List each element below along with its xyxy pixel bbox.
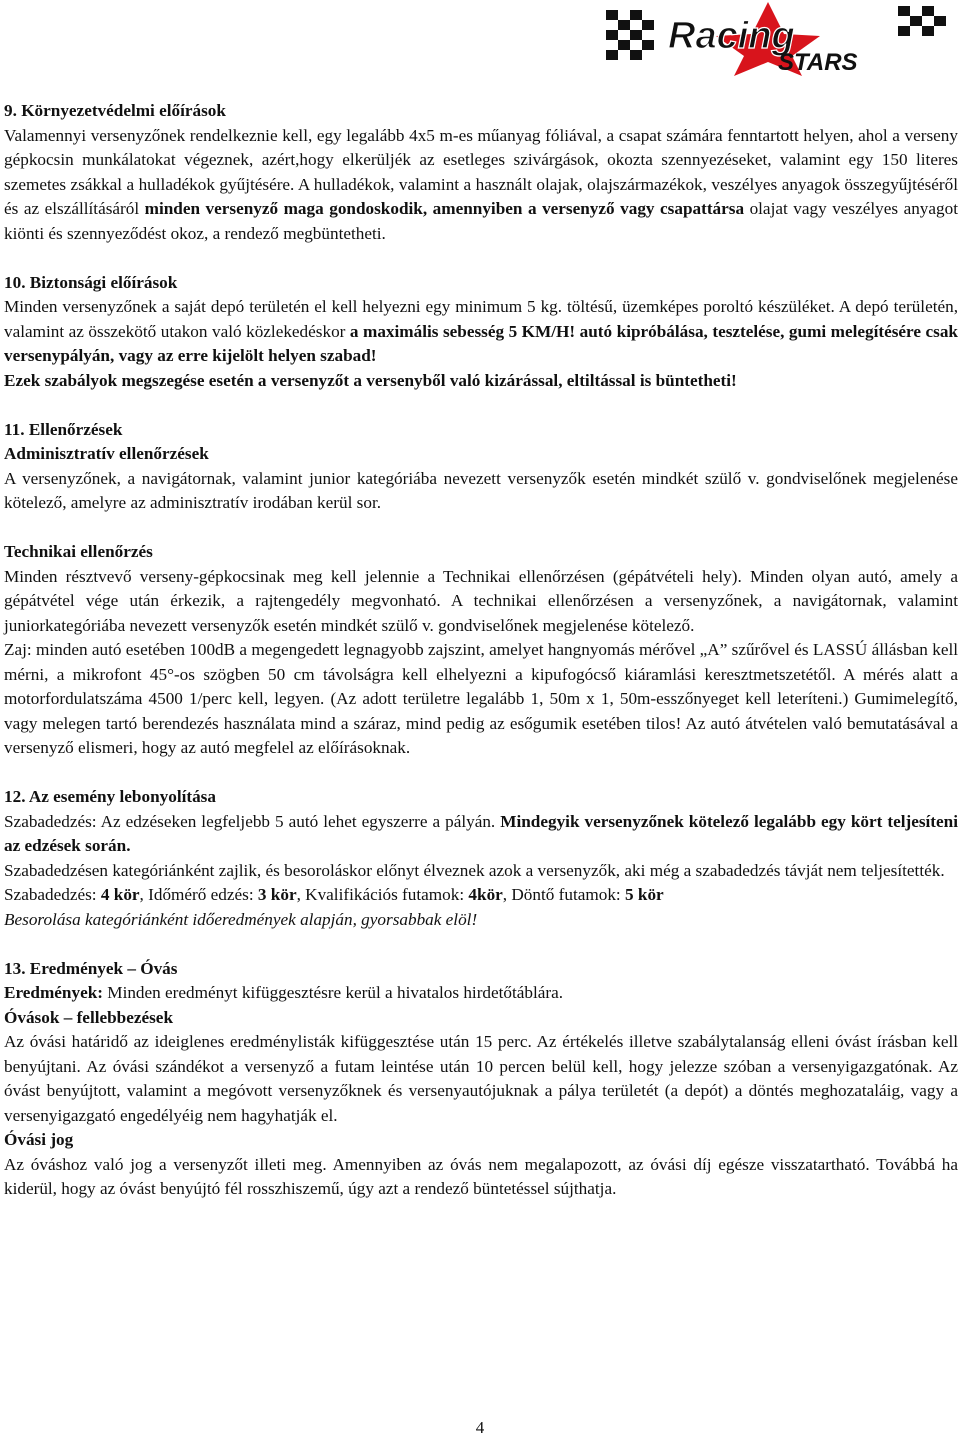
section-12-heading: 12. Az esemény lebonyolítása xyxy=(4,787,216,806)
logo-word-racing: Racing xyxy=(668,15,795,57)
section-12-practice-paragraph: Szabadedzés: Az edzéseken legfeljebb 5 autó lehet egyszerre a pályán. Mindegyik versenyzőnek kötelező legalább egy kört teljesíteni az edzések során. xyxy=(4,811,958,855)
section-10-paragraph: Minden versenyzőnek a saját depó területén el kell helyezni egy minimum 5 kg. töltésű, üzemképes poroltó készüléket. A depó területén, valamint az összekötő utakon való közlekedéskor a maximális sebesség 5 KM/H! autó kipróbálása, tesztelése, gumi melegítésére csak versenypályán, vagy az erre kijelölt helyen szabad! xyxy=(4,297,958,365)
section-13-subheading-protest-right: Óvási jog xyxy=(4,1130,74,1149)
document-body xyxy=(4,99,958,1202)
section-9-heading: 9. Környezetvédelmi előírások xyxy=(4,101,226,120)
section-11-subheading-admin: Adminisztratív ellenőrzések xyxy=(4,444,209,463)
section-13-results-line: Eredmények: Minden eredményt kifüggesztésre kerül a hivatalos hirdetőtáblára. xyxy=(4,983,564,1002)
section-13-heading: 13. Eredmények – Óvás xyxy=(4,958,178,978)
section-12-laps-line: Szabadedzés: 4 kör, Időmérő edzés: 3 kör, Kvalifikációs futamok: 4kör, Döntő futamok: 5 kör xyxy=(4,885,664,904)
section-13-protests-paragraph: Az óvási határidő az ideiglenes eredménylisták kifüggesztése után 15 perc. Az értékelés illetve szabálytalanság elleni óvást írásban kell benyújtani. Az óvási szándékot a versenyző a futam leintése után 10 percen belül kell, hogy jelezze szóban a versenyigazgatónak. Az óvást benyújtott, valamint a megóvott versenyzőknek és versenyautójuknak a pálya területét (a depót) a döntés meghozataláig, vagy a versenyigazgató engedélyéig nem hagyhatják el. xyxy=(4,1032,958,1125)
section-13-protest-right-paragraph: Az óváshoz való jog a versenyzőt illeti meg. Amennyiben az óvás nem megalapozott, az óvási díj egésze visszatartható. Továbbá ha kiderül, hogy az óvást benyújtó fél rosszhiszemű, úgy azt a rendező büntetéssel sújthatja. xyxy=(4,1154,958,1198)
section-11-admin-paragraph: A versenyzőnek, a navigátornak, valamint junior kategóriába nevezett versenyzők esetén mindkét szülő v. gondviselőnek megjelenése kötelező, amelyre az adminisztratív irodában kerül sor. xyxy=(4,468,958,512)
section-12-category-paragraph: Szabadedzésen kategóriánként zajlik, és besoroláskor előnyt élveznek azok a versenyzők, aki még a szabadedzés távját nem teljesítették. xyxy=(4,860,945,880)
section-10-heading: 10. Biztonsági előírások xyxy=(4,272,178,292)
section-11-noise-paragraph: Zaj: minden autó esetében 100dB a megengedett legnagyobb zajszint, amelyet hangnyomás mérővel „A” szűrővel és LASSÚ állásban kell mérni, a mikrofont 45°-os szögben 50 cm távolságra kell elhelyezni a kipufogócső kiáramlási keresztmetszetétől. A mérés alatt a motorfordulatszáma 4500 1/perc kell, legyen. (Az adott területre legalább 1, 50m x 1, 50m-esszőnyeget kell leteríteni.) Gumimelegítő, vagy melegen tartó berendezés használata mind a száraz, mind pedig az esőgumik esetében tilos! Az autó átvételen való bemutatásával a versenyző elismeri, hogy az autó megfelel az előírásoknak. xyxy=(4,640,958,757)
section-13-subheading-protests: Óvások – fellebbezések xyxy=(4,1007,173,1027)
logo-word-stars: STARS xyxy=(778,49,858,76)
section-11-subheading-technical: Technikai ellenőrzés xyxy=(4,542,153,561)
section-12-ordering-note: Besorolása kategóriánként időeredmények alapján, gyorsabbak elöl! xyxy=(4,909,478,929)
section-9-paragraph: Valamennyi versenyzőnek rendelkeznie kell, egy legalább 4x5 m-es műanyag fóliával, a csapat számára fenntartott helyen, ahol a verseny gépkocsin munkálatokat végeznek, azért,hogy elkerüljék az esetleges szivárgások, okozta szennyezéseket, valamint egy 150 literes szemetes zsákkal a hulladékok gyűjtésére. A hulladékok, valamint a használt olajak, olajszármazékok, veszélyes anyagok összegyűjtéséről és az elszállításáról minden versenyző maga gondoskodik, amennyiben a versenyző vagy csapattársa olajat vagy veszélyes anyagot kiönti és szennyeződést okoz, a rendező megbüntetheti. xyxy=(4,125,958,243)
racing-stars-logo xyxy=(598,0,960,78)
section-11-heading: 11. Ellenőrzések xyxy=(4,419,123,439)
page-number: 4 xyxy=(475,1418,485,1437)
section-10-warning: Ezek szabályok megszegése esetén a versenyzőt a versenyből való kizárással, eltiltással is büntetheti! xyxy=(4,370,737,390)
section-11-technical-paragraph: Minden résztvevő verseny-gépkocsinak meg kell jelennie a Technikai ellenőrzésen (gépátvételi hely). Minden olyan autó, amely a gépátvétel vége után érkezik, a rajtengedély megvonható. A technikai ellenőrzésen a versenyzőnek, a navigátornak, valamint juniorkategóriába nevezett versenyzők esetén mindkét szülő v. gondviselőnek megjelenése kötelező. xyxy=(4,566,958,635)
